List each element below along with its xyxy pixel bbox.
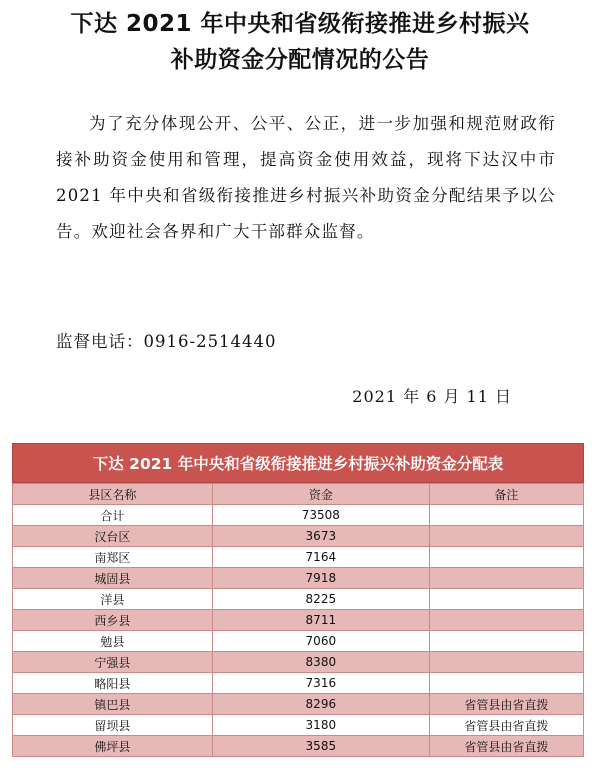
note-cell [429, 505, 583, 526]
table-row [13, 547, 584, 568]
page-title [0, 6, 600, 78]
amount-cell: 7918 [212, 568, 429, 589]
table-row [13, 505, 584, 526]
table-row [13, 589, 584, 610]
allocation-table [12, 443, 584, 757]
note-cell: 省管县由省直拨 [429, 715, 583, 736]
column-header-amount: 资金 [212, 484, 429, 505]
note-cell [429, 526, 583, 547]
county-cell: 城固县 [13, 568, 213, 589]
county-cell: 略阳县 [13, 673, 213, 694]
table-row [13, 526, 584, 547]
table-row [13, 610, 584, 631]
table-row [13, 715, 584, 736]
note-cell [429, 673, 583, 694]
note-cell [429, 631, 583, 652]
table-row [13, 631, 584, 652]
amount-cell: 73508 [212, 505, 429, 526]
amount-cell: 7316 [212, 673, 429, 694]
note-cell [429, 652, 583, 673]
note-cell [429, 547, 583, 568]
county-cell: 留坝县 [13, 715, 213, 736]
amount-cell: 3673 [212, 526, 429, 547]
title-line-2: 补助资金分配情况的公告 [170, 47, 430, 73]
note-cell [429, 568, 583, 589]
amount-cell: 3585 [212, 736, 429, 757]
amount-cell: 8225 [212, 589, 429, 610]
table-title: 下达 2021 年中央和省级衔接推进乡村振兴补助资金分配表 [12, 443, 584, 483]
county-cell: 南郑区 [13, 547, 213, 568]
amount-cell: 8711 [212, 610, 429, 631]
county-cell: 洋县 [13, 589, 213, 610]
column-header-note: 备注 [429, 484, 583, 505]
table-row [13, 652, 584, 673]
amount-cell: 7060 [212, 631, 429, 652]
table-row [13, 736, 584, 757]
note-cell [429, 610, 583, 631]
county-cell: 西乡县 [13, 610, 213, 631]
title-line-1: 下达 2021 年中央和省级衔接推进乡村振兴 [70, 11, 530, 37]
table-header-row [13, 484, 584, 505]
announcement-date: 2021 年 6 月 11 日 [352, 387, 512, 406]
allocation-grid [12, 483, 584, 757]
amount-cell: 8380 [212, 652, 429, 673]
note-cell: 省管县由省直拨 [429, 694, 583, 715]
county-cell: 合计 [13, 505, 213, 526]
column-header-county: 县区名称 [13, 484, 213, 505]
table-row [13, 568, 584, 589]
county-cell: 勉县 [13, 631, 213, 652]
amount-cell: 3180 [212, 715, 429, 736]
note-cell: 省管县由省直拨 [429, 736, 583, 757]
table-row [13, 694, 584, 715]
county-cell: 佛坪县 [13, 736, 213, 757]
amount-cell: 8296 [212, 694, 429, 715]
county-cell: 镇巴县 [13, 694, 213, 715]
county-cell: 宁强县 [13, 652, 213, 673]
amount-cell: 7164 [212, 547, 429, 568]
table-row [13, 673, 584, 694]
note-cell [429, 589, 583, 610]
announcement-body: 为了充分体现公开、公平、公正，进一步加强和规范财政衔接补助资金使用和管理，提高资金使用效益，现将下达汉中市 2021 年中央和省级衔接推进乡村振兴补助资金分配结果予以公告。欢迎社会各界和广大干部群众监督。 [56, 114, 556, 241]
county-cell: 汉台区 [13, 526, 213, 547]
supervision-phone: 监督电话：0916-2514440 [56, 332, 277, 351]
